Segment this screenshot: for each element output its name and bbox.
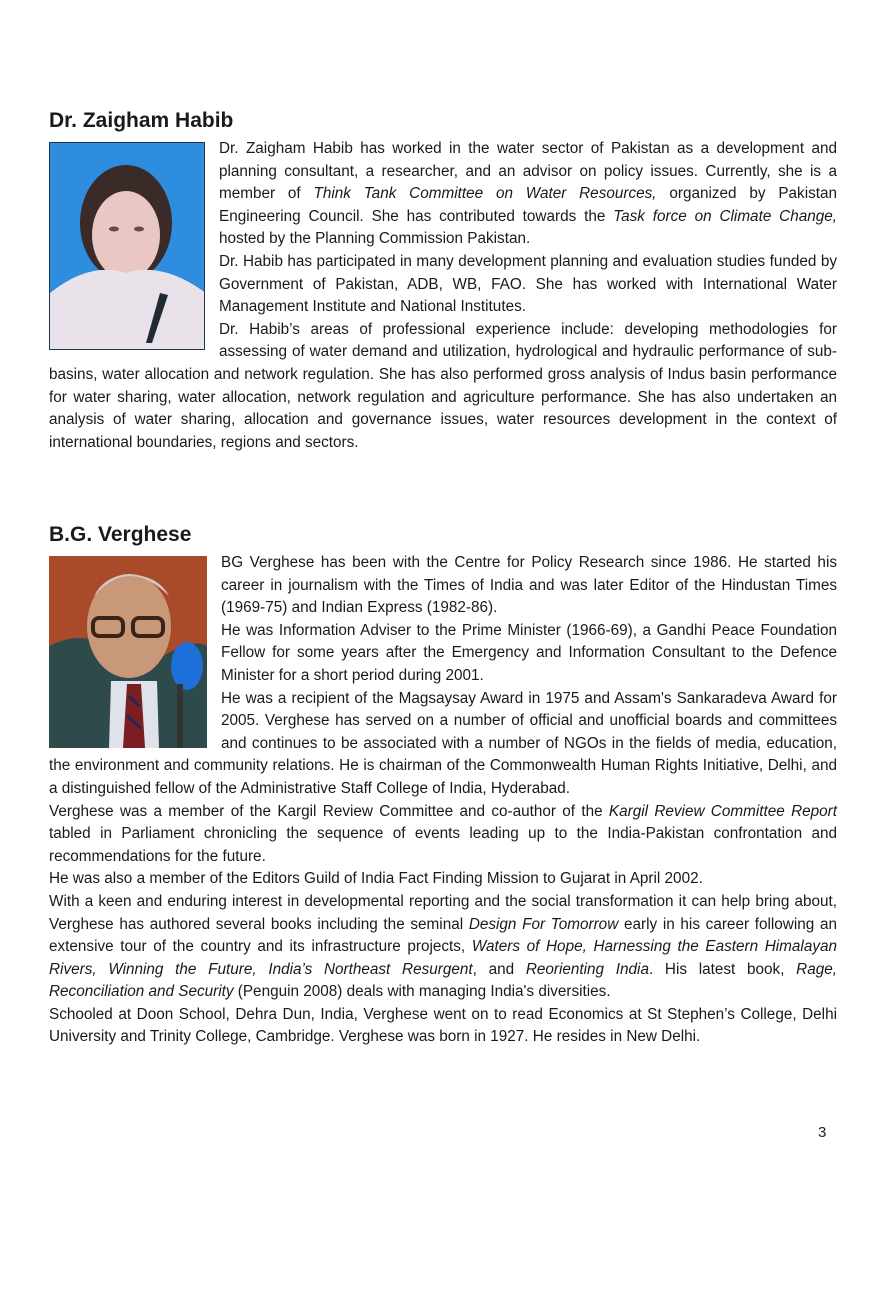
bio-paragraph: Schooled at Doon School, Dehra Dun, India, Verghese went on to read Economics at St Stephen’s College, Delhi University and Trinity College, Cambridge. Verghese was born in 1927. He resides in New Delhi.: [49, 1005, 837, 1046]
text-run: Dr. Zaigham Habib has worked in the water sector of Pakistan as a development and planning consultant, a researcher, and an advisor on policy issues. Currently, she is a member of: [219, 140, 837, 203]
page-number: 3: [818, 1124, 827, 1141]
bio-body: [49, 138, 837, 454]
text-run: , and: [472, 960, 526, 978]
text-run: organized by Pakistan Engineering Council. She has contributed towards the: [219, 185, 838, 225]
bio-paragraph: He was Information Adviser to the Prime Minister (1966-69), a Gandhi Peace Foundation Fellow for some years after the Emergency and Information Consultant to the Defence Minister for a short period during 2001.: [221, 621, 837, 684]
bio-paragraph: Dr. Habib’s areas of professional experience include: developing methodologies for assessing of water demand and utilization, hydrological and hydraulic performance of sub-basins, water allocation and network regulation. She has also performed gross analysis of Indus basin performance for water sharing, water allocation, network regulation and agriculture performance. She has also undertaken an analysis of water sharing, allocation and governance issues, water resources development in the context of international boundaries, regions and sectors.: [49, 320, 837, 451]
italic-report-title: Kargil Review Committee Report: [608, 802, 837, 820]
text-run: . His latest book,: [648, 960, 797, 978]
portrait-icon: [49, 556, 207, 748]
italic-book-title: Design For Tomorrow: [468, 915, 619, 933]
bio-paragraph: [49, 891, 837, 1004]
text-run: hosted by the Planning Commission Pakistan.: [219, 230, 531, 248]
italic-committee-name: Think Tank Committee on Water Resources,: [313, 185, 657, 203]
text-run: tabled in Parliament chronicling the sequence of events leading up to the India-Pakistan confrontation and recommendations for the future.: [49, 825, 837, 865]
italic-book-title: Reorienting India: [525, 960, 649, 978]
text-run: early in his career following an extensive tour of the country and its infrastructure projects,: [49, 915, 837, 956]
bio-bg-verghese: [49, 522, 837, 1049]
bio-heading: Dr. Zaigham Habib: [49, 109, 234, 132]
text-run: With a keen and enduring interest in developmental reporting and the social transformation it can help bring about, Verghese has authored several books including the seminal: [49, 892, 837, 933]
bio-paragraph: He was also a member of the Editors Guild of India Fact Finding Mission to Gujarat in April 2002.: [49, 870, 703, 888]
bio-heading: B.G. Verghese: [49, 523, 192, 546]
bio-paragraph: [49, 801, 837, 869]
text-run: (Penguin 2008) deals with managing India's diversities.: [233, 983, 611, 1001]
portrait-icon: [50, 143, 205, 350]
italic-task-force-name: Task force on Climate Change,: [613, 207, 837, 225]
bio-zaigham-habib: [49, 108, 837, 454]
bio-paragraph: He was a recipient of the Magsaysay Award in 1975 and Assam's Sankaradeva Award for 2005. Verghese has served on a number of official and unofficial boards and committees and continues to be associated with a number of NGOs in the fields of media, education, the environment and community relations. He is chairman of the Commonwealth Human Rights Initiative, Delhi, and a distinguished fellow of the Administrative Staff College of India, Hyderabad.: [49, 689, 837, 797]
bio-paragraph: BG Verghese has been with the Centre for Policy Research since 1986. He started his career in journalism with the Times of India and was later Editor of the Hindustan Times (1969-75) and Indian Express (1982-86).: [221, 554, 837, 617]
text-run: Verghese was a member of the Kargil Review Committee and co-author of the: [49, 802, 609, 820]
italic-book-title: Rage, Reconciliation and Security: [49, 960, 837, 1001]
bio-paragraph: Dr. Habib has participated in many development planning and evaluation studies funded by Government of Pakistan, ADB, WB, FAO. She has worked with International Water Management Institute and National Institutes.: [219, 252, 837, 316]
bio-body: [49, 552, 837, 1049]
portrait-photo-habib: [49, 142, 205, 350]
portrait-photo-verghese: [49, 556, 207, 748]
italic-book-titles: Waters of Hope, Harnessing the Eastern Himalayan Rivers, Winning the Future, India’s Northeast Resurgent: [49, 938, 838, 978]
